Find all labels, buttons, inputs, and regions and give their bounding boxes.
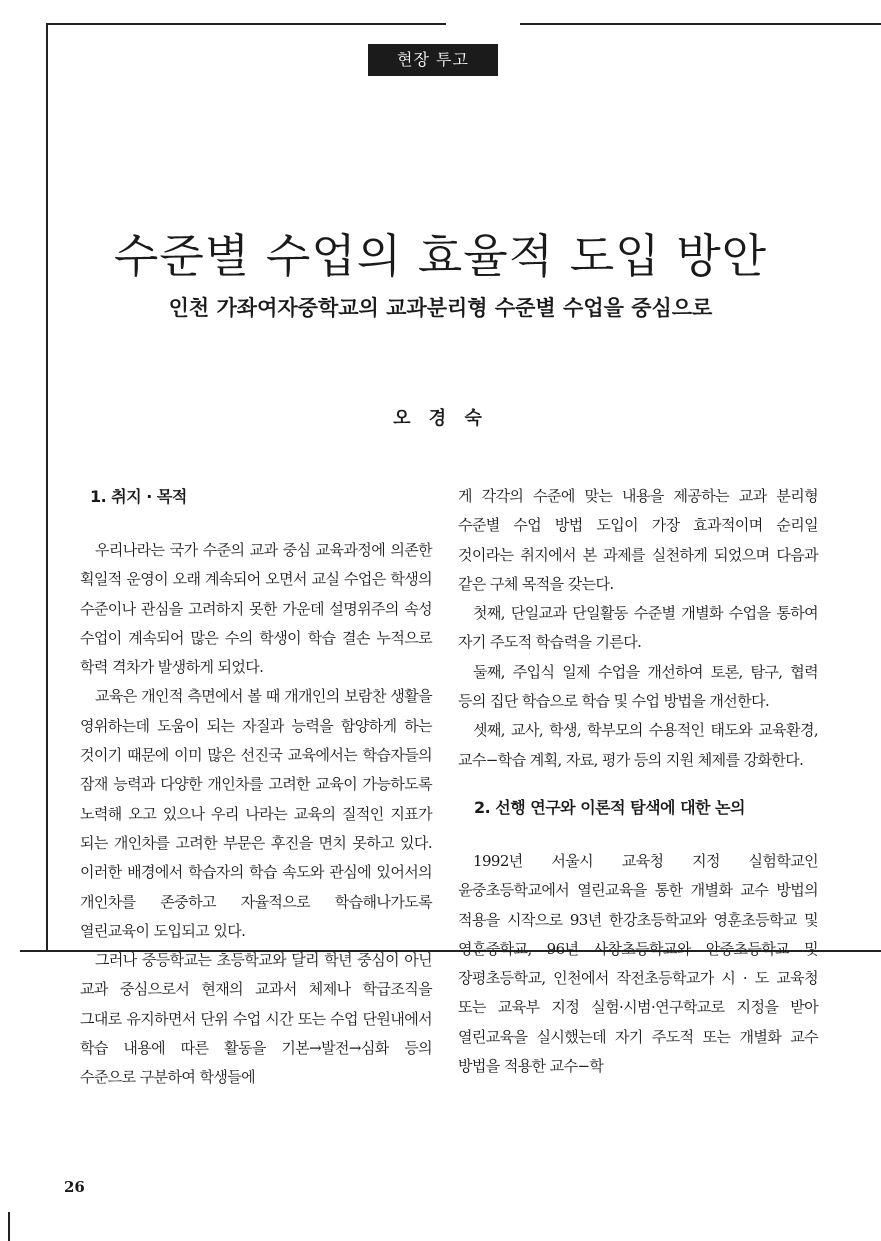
section-tag: 현장 투고 [368, 44, 498, 76]
section-heading-purpose: 1. 취지 · 목적 [90, 487, 187, 506]
goal-item: 셋째, 교사, 학생, 학부모의 수용적인 태도와 교육환경, 교수−학습 계획, 자료, 평가 등의 지원 체제를 강화한다. [458, 721, 818, 769]
right-column [458, 482, 818, 1081]
frame-top-rule-left [46, 23, 446, 25]
article-title: 수준별 수업의 효율적 도입 방안 [113, 229, 768, 283]
frame-left-rule [46, 23, 48, 950]
body-paragraph: 우리나라는 국가 수준의 교과 중심 교육과정에 의존한 획일적 운영이 오래 계속되어 오면서 교실 수업은 학생의 수준이나 관심을 고려하지 못한 가운데 설명위주의 속성 수업이 계속되어 많은 수의 학생이 학습 결손 누적으로 학력 격차가 발생하게 되었다. [80, 541, 432, 677]
left-column [80, 482, 432, 1093]
body-paragraph: 그러나 중등학교는 초등학교와 달리 학년 중심이 아닌 교과 중심으로서 현재의 교과서 체제나 학급조직을 그대로 유지하면서 단위 수업 시간 또는 수업 단원내에서 학습 내용에 따른 활동을 기본→발전→심화 등의 수준으로 구분하여 학생들에 [80, 951, 432, 1087]
body-paragraph: 1992년 서울시 교육청 지정 실험학교인 윤중초등학교에서 열린교육을 통한 개별화 교수 방법의 적용을 시작으로 93년 한강초등학교와 영훈초등학교 및 영훈중학교, 96년 사창초등학교와 안중초등학교 및 장평초등학교, 인천에서 작전초등학교가 시 · 도 교육청 또는 교육부 지정 실험·시범·연구학교로 지정을 받아 열린교육을 실시했는데 자기 주도적 또는 개별화 교수 방법을 적용한 교수−학 [458, 851, 818, 1076]
page-number: 26 [64, 1178, 85, 1196]
article-author: 오 경 숙 [393, 408, 488, 429]
article-subtitle: 인천 가좌여자중학교의 교과분리형 수준별 수업을 중심으로 [168, 295, 713, 320]
body-paragraph: 교육은 개인적 측면에서 볼 때 개개인의 보람찬 생활을 영위하는데 도움이 되는 자질과 능력을 함양하게 하는 것이기 때문에 이미 많은 선진국 교육에서는 학습자들의 잠재 능력과 다양한 개인차를 고려한 교육이 가능하도록 노력해 오고 있으나 우리 나라는 교육의 질적인 지표가 되는 개인차를 고려한 부문은 후진을 면치 못하고 있다. 이러한 배경에서 학습자의 학습 속도와 관심에 있어서의 개인차를 존중하고 자율적으로 학습해나가도록 열린교육이 도입되고 있다. [80, 687, 432, 940]
goal-item: 둘째, 주입식 일제 수업을 개선하여 토론, 탐구, 협력 등의 집단 학습으로 학습 및 수업 방법을 개선한다. [458, 662, 818, 711]
body-paragraph-continued: 게 각각의 수준에 맞는 내용을 제공하는 교과 분리형 수준별 수업 방법 도입이 가장 효과적이며 순리일 것이라는 취지에서 본 과제를 실천하게 되었으며 다음과 같은 구체 목적을 갖는다. [458, 487, 818, 593]
frame-top-rule-right [520, 23, 881, 25]
section-heading-prior-research: 2. 선행 연구와 이론적 탐색에 대한 논의 [474, 797, 745, 817]
goal-item: 첫째, 단일교과 단일활동 수준별 개별화 수업을 통하여 자기 주도적 학습력을 기른다. [458, 604, 818, 652]
page-edge-mark [8, 1212, 10, 1241]
